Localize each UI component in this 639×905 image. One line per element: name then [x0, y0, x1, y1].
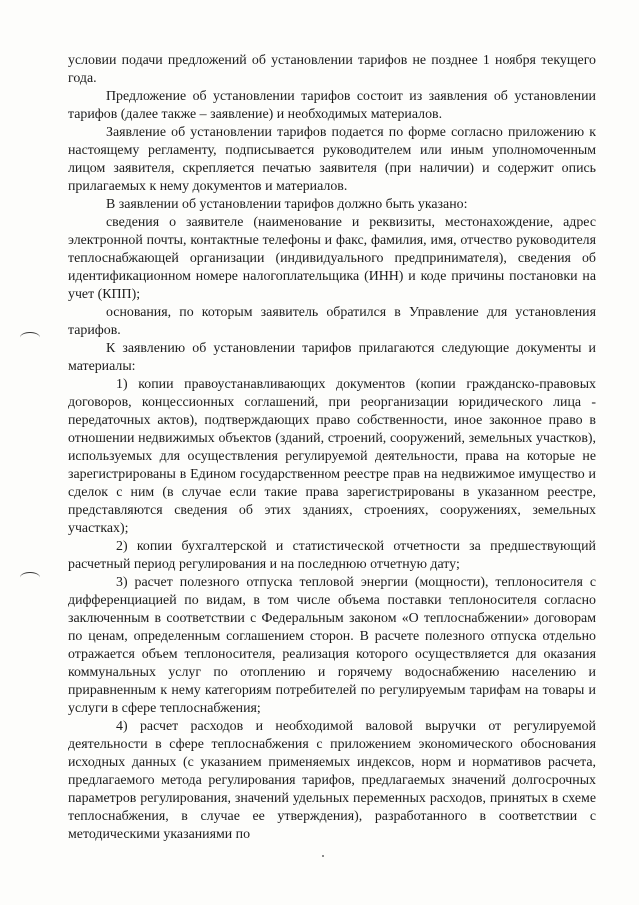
paragraph: В заявлении об установлении тарифов должно быть указано: — [106, 197, 468, 212]
paragraph: 1) копии правоустанавливающих документов (копии гражданско-правовых договоров, концессионных соглашений, при реорганизации юридического лица - передаточных актов), подтверждающих право собственности, иное законное право в отношении недвижимых объектов (зданий, строений, сооружений, земельных участков), используемых для осуществления регулируемой деятельности, права на которые не зарегистрированы в Едином государственном реестре прав на недвижимое имущество и сделок с ним (в случае если такие права зарегистрированы в указанном реестре, представляются сведения об этих зданиях, строениях, сооружениях, земельных участках); — [68, 377, 596, 536]
scan-binding-mark — [20, 572, 40, 583]
paragraph: Предложение об установлении тарифов состоит из заявления об установлении тарифов (далее также – заявление) и необходимых материалов. — [68, 89, 596, 122]
paragraph: сведения о заявителе (наименование и реквизиты, местонахождение, адрес электронной почты, контактные телефоны и факс, фамилия, имя, отчество руководителя теплоснабжающей организации (индивидуального предпринимателя), сведения об идентификационном номере налогоплательщика (ИНН) и коде причины постановки на учет (КПП); — [68, 215, 596, 302]
paragraph: 4) расчет расходов и необходимой валовой выручки от регулируемой деятельности в сфере теплоснабжения с приложением экономического обоснования исходных данных (с указанием применяемых индексов, норм и нормативов расчета, предлагаемого метода регулирования тарифов, предлагаемых значений долгосрочных параметров регулирования, значений удельных переменных расходов, принятых в схеме теплоснабжения, в случае ее утверждения), разработанного в соответствии с методическими указаниями по — [68, 719, 596, 842]
paragraph: основания, по которым заявитель обратился в Управление для установления тарифов. — [68, 305, 596, 338]
document-body — [68, 52, 596, 844]
paragraph: условии подачи предложений об установлении тарифов не позднее 1 ноября текущего года. — [68, 53, 596, 86]
scan-speck — [322, 855, 324, 857]
paragraph: 2) копии бухгалтерской и статистической отчетности за предшествующий расчетный период регулирования и на последнюю отчетную дату; — [68, 539, 596, 572]
paragraph: Заявление об установлении тарифов подается по форме согласно приложению к настоящему регламенту, подписывается руководителем или иным уполномоченным лицом заявителя, скрепляется печатью заявителя (при наличии) и содержит опись прилагаемых к нему документов и материалов. — [68, 125, 596, 194]
paragraph: К заявлению об установлении тарифов прилагаются следующие документы и материалы: — [68, 341, 596, 374]
paragraph: 3) расчет полезного отпуска тепловой энергии (мощности), теплоносителя с дифференциацией по видам, в том числе объема поставки теплоносителя согласно заключенным в соответствии с Федеральным законом «О теплоснабжении» договорам по ценам, определенным соглашением сторон. В расчете полезного отпуска отдельно отражается объем теплоносителя, реализация которого осуществляется для оказания коммунальных услуг по отоплению и горячему водоснабжению населению и приравненным к нему категориям потребителей по регулируемым тарифам на товары и услуги в сфере теплоснабжения; — [68, 575, 596, 716]
scan-binding-mark — [20, 332, 40, 343]
